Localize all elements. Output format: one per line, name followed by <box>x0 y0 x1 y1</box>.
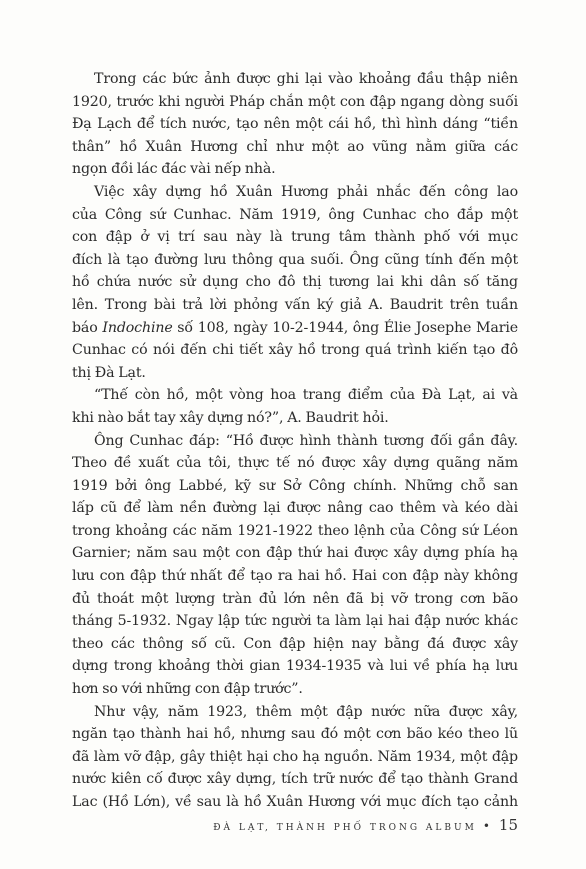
text-line: thị Đà Lạt. <box>72 364 146 381</box>
text-line: ngăn tạo thành hai hồ, nhưng sau đó một cơn bão kéo theo lũ <box>72 726 518 743</box>
text-line: “Thế còn hồ, một vòng hoa trang điểm của Đà Lạt, ai và <box>94 387 518 404</box>
text-line: khi nào bắt tay xây dựng nó?”, A. Baudrit hỏi. <box>72 409 389 426</box>
text-line: Trong các bức ảnh được ghi lại vào khoảng đầu thập niên <box>94 71 518 87</box>
newspaper-title: Indochine <box>102 319 173 336</box>
text-line: 1919 bởi ông Labbé, kỹ sư Sở Công chính. Những chỗ san <box>72 477 518 494</box>
paragraph <box>72 430 518 701</box>
footer-separator: • <box>482 819 490 833</box>
text-line: đích là tạo đường lưu thông qua suối. Ông cũng tính đến một <box>72 251 518 268</box>
paragraph <box>72 68 518 181</box>
page-body <box>72 68 518 814</box>
paragraph <box>72 701 518 814</box>
text-line: Garnier; năm sau một con đập thứ hai được xây dựng phía hạ <box>72 545 518 562</box>
text-line: Cunhac có nói đến chi tiết xây hồ trong quá trình kiến tạo đô <box>72 342 518 359</box>
page-number: 15 <box>498 816 518 834</box>
paragraph <box>72 384 518 429</box>
text-line: lưu con đập thứ nhất để tạo ra hai hồ. Hai con đập này không <box>72 568 518 585</box>
text-line: đã làm vỡ đập, gây thiệt hại cho hạ nguồn. Năm 1934, một đập <box>72 748 518 765</box>
text-line: hơn so với những con đập trước”. <box>72 681 303 698</box>
text-line: Việc xây dựng hồ Xuân Hương phải nhắc đến công lao <box>94 183 518 200</box>
text-line: tháng 5-1932. Ngay lập tức người ta làm lại hai đập nước khác <box>72 613 518 630</box>
text-line: dựng trong khoảng thời gian 1934-1935 và lui về phía hạ lưu <box>72 658 518 675</box>
text-line: lên. Trong bài trả lời phỏng vấn ký giả A. Baudrit trên tuần <box>72 296 518 313</box>
text-line: 1920, trước khi người Pháp chắn một con đập ngang dòng suối <box>72 93 518 110</box>
text-line: đủ thoát một lượng tràn đủ lớn nên đã bị vỡ trong cơn bão <box>72 590 518 607</box>
text-line: ngọn đồi lác đác vài nếp nhà. <box>72 161 276 178</box>
text-line: của Công sứ Cunhac. Năm 1919, ông Cunhac cho đắp một <box>72 206 518 223</box>
text-line: thân” hồ Xuân Hương chỉ như một ao vũng nằm giữa các <box>72 138 518 155</box>
text-line: Lac (Hồ Lớn), về sau là hồ Xuân Hương với mục đích tạo cảnh <box>72 794 518 810</box>
text-line: báo Indochine số 108, ngày 10-2-1944, ông Élie Josephe Marie <box>72 319 518 336</box>
text-line: Ông Cunhac đáp: “Hồ được hình thành tương đối gần đây. <box>94 432 518 449</box>
text-line: Như vậy, năm 1923, thêm một đập nước nữa được xây, <box>94 703 518 720</box>
text-line: Đạ Lạch để tích nước, tạo nên một cái hồ, thì hình dáng “tiền <box>72 116 518 133</box>
text-line: theo các thông số cũ. Con đập hiện nay bằng đá được xây <box>72 635 518 652</box>
text-line: nước kiên cố được xây dựng, tích trữ nước để tạo thành Grand <box>72 771 518 788</box>
text-line: lấp cũ để làm nền đường lại được nâng cao thêm và kéo dài <box>72 500 518 517</box>
page-footer <box>72 816 518 834</box>
text-line: Theo đề xuất của tôi, thực tế nó được xây dựng quãng năm <box>72 455 518 472</box>
paragraph <box>72 181 518 384</box>
running-title: ĐÀ LẠT, THÀNH PHỐ TRONG ALBUM <box>213 823 477 833</box>
text-line: con đập ở vị trí sau này là trung tâm thành phố với mục <box>72 229 518 246</box>
text-line: trong khoảng các năm 1921-1922 theo lệnh của Công sứ Léon <box>72 522 518 539</box>
text-line: hồ chứa nước sử dụng cho đô thị tương lai khi dân số tăng <box>72 274 518 291</box>
